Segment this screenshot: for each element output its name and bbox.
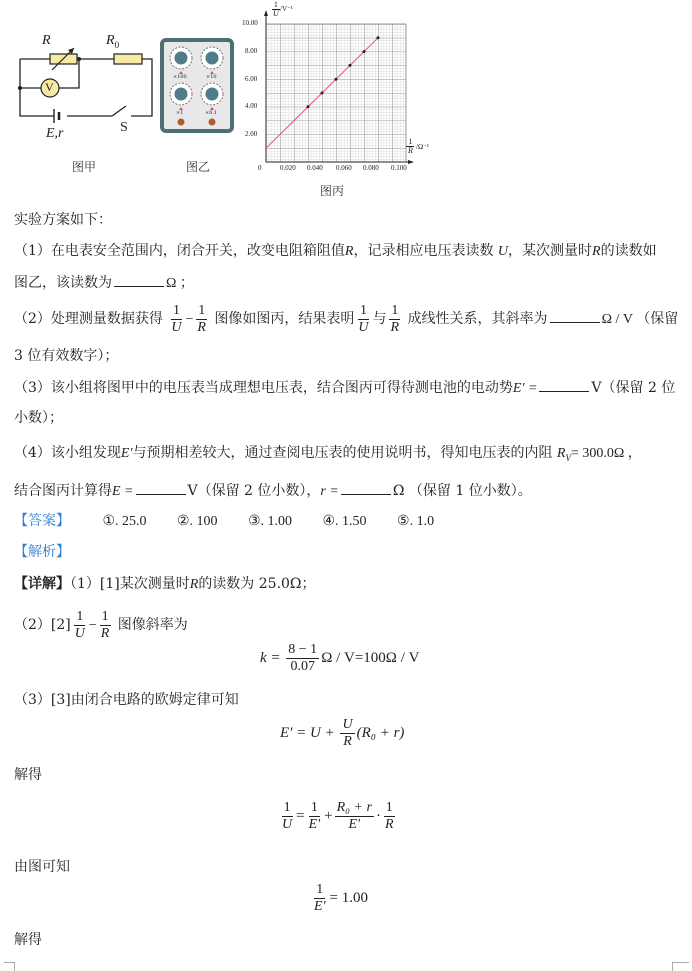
dial-x0.1 <box>201 83 223 110</box>
question-2-line-1: （2）处理测量数据获得 $\frac{1}{U}$ − $\frac{1}{R}$ 图像如图丙，结果表明 $\frac{1}{U}$ 与 $\frac{1}{R}$ 成线性关系，其斜率为 Ω / V （保留 <box>14 302 679 335</box>
answer-item: ③. 1.00 <box>247 514 293 529</box>
question-1-line-1: （1）在电表安全范围内，闭合开关，改变电阻箱阻值R，记录相应电压表读数 U，某次测量时R的读数如 <box>14 243 657 259</box>
answer-item: ⑤. 1.0 <box>397 514 435 529</box>
x-axis-unit: /Ω⁻¹ <box>416 143 429 151</box>
answer-blank-3[interactable] <box>539 377 589 392</box>
question-4-line-1: （4）该小组发现E'与预期相差较大，通过查阅电压表的使用说明书，得知电压表的内阻 $R_V= 300.0\Omega$ ， <box>14 445 642 463</box>
data-point <box>307 105 310 108</box>
question-3-line-1: （3）该小组将图甲中的电压表当成理想电压表，结合图丙可得待测电池的电动势E' = V（保留 2 位 <box>14 377 675 399</box>
voltmeter-label: V <box>45 80 54 94</box>
y-tick: 8.00 <box>245 47 258 55</box>
page-corner-mark-left <box>4 962 15 971</box>
x-tick-origin: 0 <box>258 164 262 172</box>
dial-multiplier-label: ×10 <box>206 74 217 80</box>
question-3-line-2: 小数）； <box>14 410 63 426</box>
figure-graph <box>240 0 440 200</box>
solve-label-1: 解得 <box>14 767 42 783</box>
page-corner-mark-right <box>672 962 689 971</box>
x-axis-label: $\frac{1}{R}$ <box>408 137 413 155</box>
equation-inverse: $\frac{1}{U}$ = $\frac{1}{E'}$ + $\frac{\text{R₀ + r}}{E'}$ · $\frac{1}{R}$ <box>282 800 394 832</box>
terminal-right <box>209 119 216 126</box>
analysis-label: 【解析】 <box>14 544 70 560</box>
intro-text: 实验方案如下： <box>14 212 112 228</box>
question-2-line-2: 3 位有效数字）； <box>14 348 119 364</box>
figure-circuit <box>14 30 154 160</box>
answer-item: ②. 100 <box>176 514 218 529</box>
figure-resistance-box-caption: 图乙 <box>186 160 211 174</box>
answer-blank-5[interactable] <box>341 480 391 495</box>
data-point <box>363 50 366 53</box>
data-point <box>335 78 338 81</box>
question-4-line-2: 结合图丙计算得E = V（保留 2 位小数），r = Ω （保留 1 位小数）。 <box>14 480 532 502</box>
solve-label-2: 解得 <box>14 932 42 948</box>
answer-section <box>14 511 434 532</box>
y-axis-label: $\frac{1}{U}$ <box>273 0 279 18</box>
fraction-1-over-u: $\frac{1}{U}$ <box>74 608 85 641</box>
fraction-1-over-r: $\frac{1}{R}$ <box>197 302 206 335</box>
detail-label: 【详解】 <box>14 576 70 592</box>
fraction-1-over-r: $\frac{1}{R}$ <box>100 608 110 641</box>
figure-graph-caption: 图丙 <box>320 184 345 198</box>
detail-line-1: 【详解】（1）[1]某次测量时R的读数为 25.0Ω； <box>14 576 316 592</box>
answer-item: ④. 1.50 <box>322 514 367 529</box>
answer-label: 【答案】 <box>14 513 70 529</box>
dial-multiplier-label: ×1 <box>176 110 184 116</box>
switch-label: S <box>120 120 128 135</box>
resistance-box-dials <box>164 42 230 129</box>
fraction-1-over-r: $\frac{1}{R}$ <box>390 302 400 335</box>
x-tick: 0.060 <box>336 164 352 172</box>
answer-blank-4[interactable] <box>136 480 186 495</box>
answer-blank-1[interactable] <box>114 272 164 287</box>
y-tick: 2.00 <box>245 130 258 138</box>
resistor-r-label: R <box>42 33 51 48</box>
from-graph-label: 由图可知 <box>14 859 70 875</box>
dial-x100 <box>170 47 192 74</box>
equation-slope: k = $\frac{8 - 1}{0.07}$ Ω / V=100Ω / V <box>260 642 420 674</box>
dial-x1 <box>170 83 192 110</box>
data-point <box>321 92 324 95</box>
x-tick: 0.100 <box>391 164 407 172</box>
terminal-left <box>178 119 185 126</box>
figure-resistance-box <box>160 38 234 133</box>
circuit-diagram <box>14 30 154 160</box>
y-tick: 6.00 <box>245 75 258 83</box>
data-point <box>377 36 380 39</box>
x-tick: 0.080 <box>363 164 379 172</box>
answer-item: ①. 25.0 <box>102 514 147 529</box>
detail-line-3: （3）[3]由闭合电路的欧姆定律可知 <box>14 692 239 708</box>
fraction-1-over-u: $\frac{1}{U}$ <box>171 302 182 335</box>
dial-multiplier-label: ×0.1 <box>205 110 218 116</box>
data-point <box>349 64 352 67</box>
y-tick: 10.00 <box>242 19 258 27</box>
x-tick: 0.040 <box>307 164 323 172</box>
question-1-line-2: 图乙，该读数为 Ω ； <box>14 272 194 294</box>
detail-line-2: （2）[2] $\frac{1}{U}$ − $\frac{1}{R}$ 图像斜率为 <box>14 608 188 641</box>
answer-blank-2[interactable] <box>550 308 600 323</box>
fraction-1-over-u: $\frac{1}{U}$ <box>358 302 369 335</box>
dial-x10 <box>201 47 223 74</box>
y-axis-unit: /V⁻¹ <box>280 5 293 13</box>
equation-emf: E' = U + $\frac{U}{R}$ (R₀ + r) <box>280 717 405 749</box>
resistor-r0-label: $R_0$ <box>106 33 120 50</box>
figure-circuit-caption: 图甲 <box>72 160 97 174</box>
dial-multiplier-label: ×100 <box>173 74 187 80</box>
x-tick: 0.020 <box>280 164 296 172</box>
equation-emf-value: $\frac{1}{E'}$ = 1.00 <box>314 882 369 914</box>
battery-label: E,r <box>46 126 64 141</box>
y-tick: 4.00 <box>245 102 258 110</box>
